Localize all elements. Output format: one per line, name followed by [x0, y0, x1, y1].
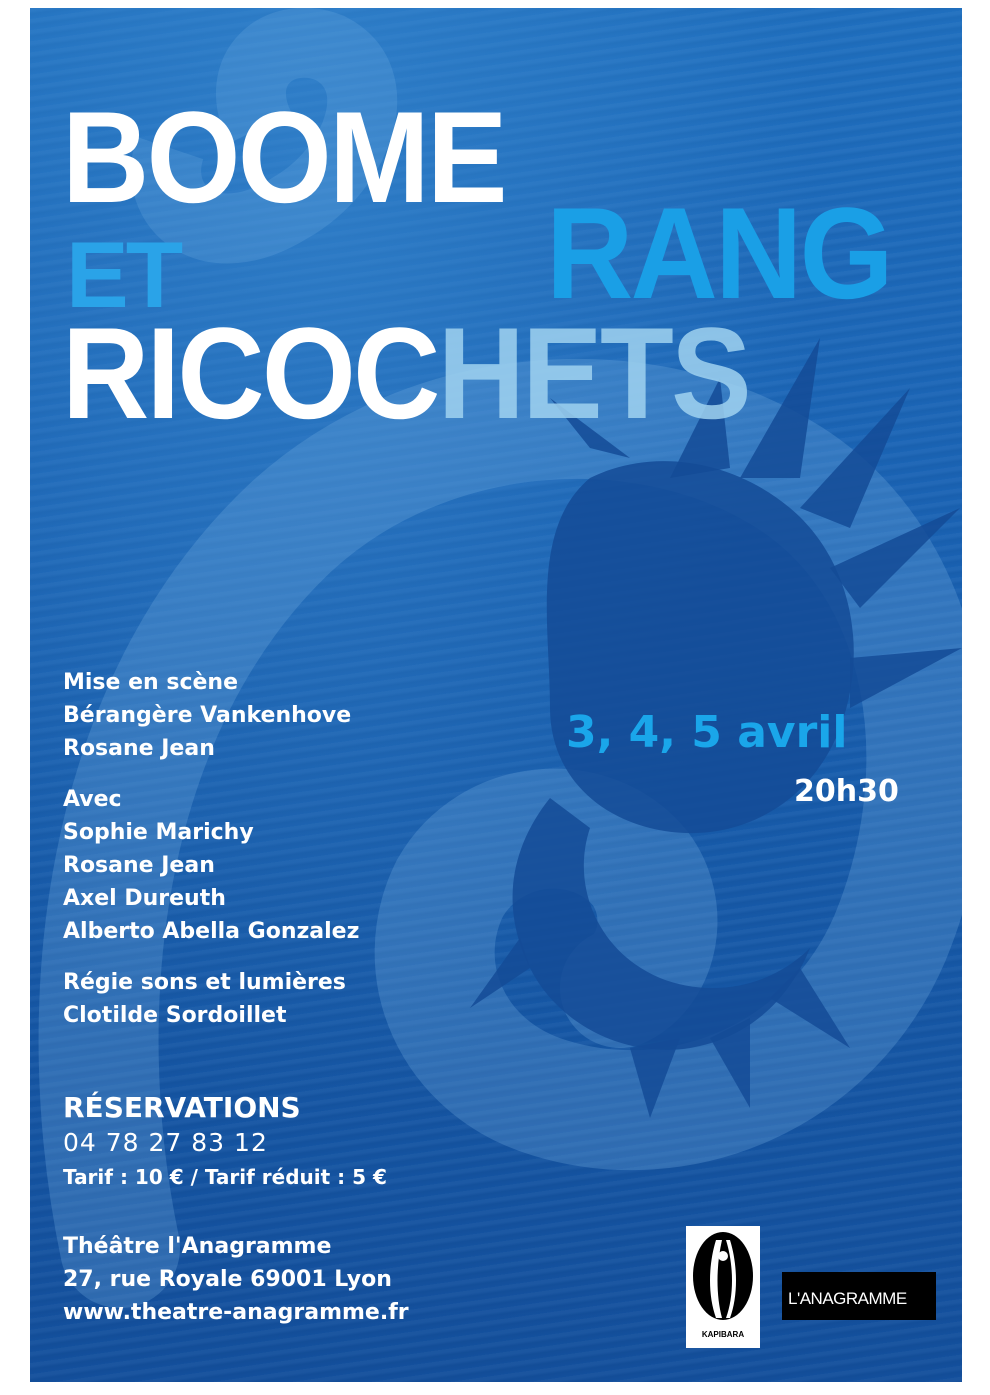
reservations-phone: 04 78 27 83 12	[63, 1128, 268, 1157]
credit-heading: Régie sons et lumières	[63, 970, 346, 995]
reservations-tarif: Tarif : 10 € / Tarif réduit : 5 €	[63, 1165, 387, 1189]
title-ricochets-part2: HETS	[437, 300, 749, 446]
venue-website: www.theatre-anagramme.fr	[63, 1300, 409, 1325]
anagramme-logo	[782, 1272, 936, 1320]
credit-name: Rosane Jean	[63, 736, 215, 761]
reservations	[63, 1090, 387, 1194]
credit-name: Clotilde Sordoillet	[63, 1003, 287, 1028]
credit-name: Bérangère Vankenhove	[63, 703, 352, 728]
title-ricochets-part1: RICOC	[62, 300, 438, 446]
credit-heading: Avec	[63, 787, 122, 812]
kapibara-logo	[686, 1226, 760, 1348]
credit-name: Axel Dureuth	[63, 886, 226, 911]
title-et: ET	[66, 222, 181, 327]
credits	[63, 666, 359, 1050]
title-boome: BOOME	[62, 84, 505, 230]
credit-group-regie	[63, 966, 359, 1032]
kapibara-logo-text: KAPIBARA	[701, 1330, 745, 1339]
credit-name: Alberto Abella Gonzalez	[63, 919, 360, 944]
performance-time: 20h30	[794, 774, 899, 809]
anagramme-logo-text: L'ANAGRAMME	[788, 1289, 907, 1308]
credit-name: Rosane Jean	[63, 853, 215, 878]
credit-group-avec	[63, 783, 359, 948]
title-ricochets	[62, 300, 749, 446]
poster	[30, 8, 962, 1382]
performance-dates: 3, 4, 5 avril	[566, 707, 848, 758]
credit-name: Sophie Marichy	[63, 820, 254, 845]
title-rang: RANG	[546, 180, 891, 326]
reservations-heading: RÉSERVATIONS	[63, 1091, 301, 1124]
credit-heading: Mise en scène	[63, 670, 238, 695]
venue-address: 27, rue Royale 69001 Lyon	[63, 1267, 392, 1292]
credit-group-mise-en-scene	[63, 666, 359, 765]
venue-name: Théâtre l'Anagramme	[63, 1234, 332, 1259]
venue	[63, 1230, 409, 1329]
kapibara-emblem-icon	[686, 1226, 760, 1330]
